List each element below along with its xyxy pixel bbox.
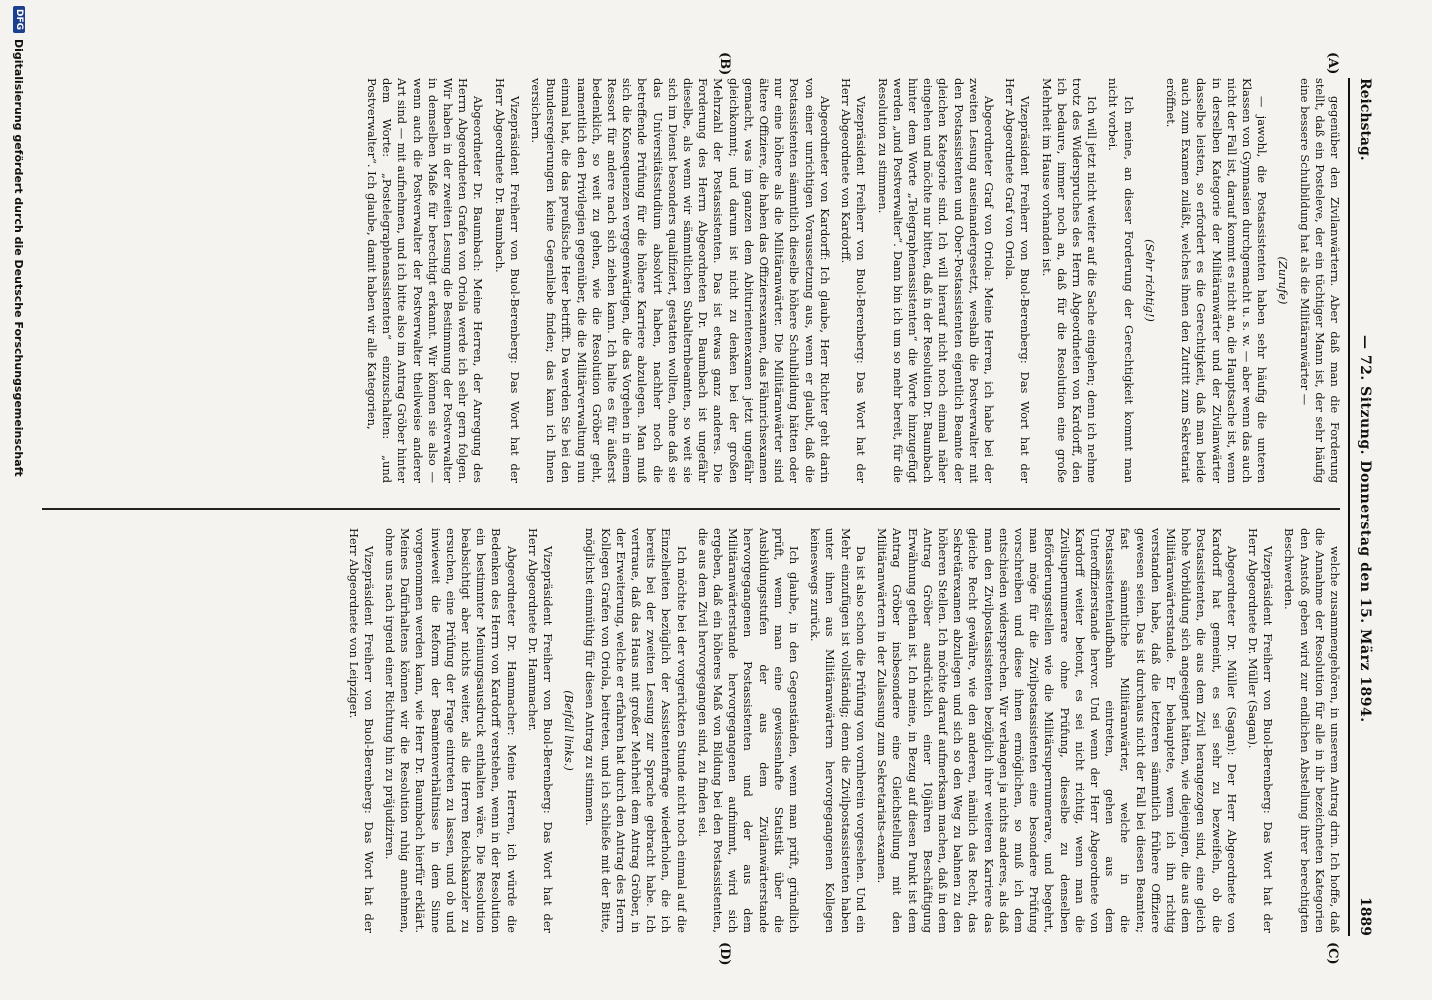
footer-credit: Digitalisierung gefördert durch die Deutsche Forschungsgemeinschaft xyxy=(12,39,26,477)
paragraph: (Beifall links.) xyxy=(562,690,577,771)
right-column xyxy=(42,528,1342,933)
paragraph: Abgeordneter Dr. Müller (Sagan): Der Herr Abgeordnete von Kardorff hat gemeint, es sei sehr zu bezweifeln, ob die Postassistenten, die aus dem Zivil herangezogen sind, eine gleich hohe Vorbildung sich angeeignet hätten, wie diejenigen, die aus dem Militäranwärterstande. Er behauptete, wenn ich ihn richtig verstanden habe, daß die letzteren sämmtlich frühere Offiziere gewesen seien. Das ist durchaus nicht der Fall bei diesen Beamten; fast sämmtliche Militäranwärter, welche in die Postassistentenlaufbahn eintreten, gehen aus dem Unteroffizierstande hervor. Und wenn der Herr Abgeordnete von Kardorff weiter betont, es sei nicht richtig, wenn man die Zivilsupernumerare ohne Prüfung, dieselbe zu denselben Beförderungsstellen wie die Militärsupernumerare, und begehrt, man möge für die Zivilpostassistenten eine besondere Prüfung vorschreiben und diese ihnen ermöglichen, so muß ich dem entschieden widersprechen. Wir verlangen ja nichts anderes, als daß man den Zivilpostassistenten bezüglich ihrer weiteren Karriere das gleiche Recht gewähre, wie den anderen, nämlich das Recht, das Sekretärexamen abzulegen und sich so den Weg zu bahnen zu den höheren Stellen. Ich möchte darauf aufmerksam machen, daß in dem Antrag Gröber ausdrücklich einer 10jähren Beschäftigung Erwähnung gethan ist. Ich meine, in Bezug auf diesen Punkt ist dem Antrag Gröber insbesondere eine Gleichstellung mit den Militäranwärtern in der Zulassung zum Sekretariats-examen. xyxy=(875,528,1239,933)
left-column xyxy=(42,78,1342,483)
paragraph: gegenüber den Zivilanwärtern. Aber daß man die Forderung stellt, daß ein Posteleve, der ein tüchtiger Mann ist, der sehr häufig eine bessere Schulbildung hat als die Militäranwärter — xyxy=(1297,78,1342,483)
paragraph: (Sehr richtig!) xyxy=(1142,239,1157,322)
margin-letter-d: (D) xyxy=(717,942,732,966)
margin-letter-b: (B) xyxy=(717,52,732,76)
paragraph: Vizepräsident Freiherr von Buol-Berenberg: Das Wort hat der Herr Abgeordnete von Kardorff. xyxy=(839,78,869,483)
paragraph: welche zusammengehören, in unserem Antrag drin. Ich hoffe, daß die Annahme der Resolution für alle in ihr bezeichneten Kategorien den Anstoß geben wird zur endlichen Abstellung ihrer berechtigten Beschwerden. xyxy=(1282,528,1342,933)
paragraph: Ich glaube, in den Gegenständen, wenn man prüft, gründlich prüft, wenn man eine gewissenhafte Statistik über die Ausbildungsstufen der aus dem Zivilanwärterstande hervorgegangenen Postassistenten und der aus dem Militäranwärterstande hervorgegangenen aufnimmt, wird sich ergeben, daß ein höheres Maß von Bildung bei den Postassistenten, die aus dem Zivil hervorgegangen sind, zu finden sei. xyxy=(695,528,802,933)
page-number: 1889 xyxy=(1357,897,1373,936)
margin-letter-c: (C) xyxy=(1325,942,1340,965)
page-header xyxy=(1348,78,1380,936)
dfg-logo: DFG xyxy=(13,6,25,33)
paragraph: Vizepräsident Freiherr von Buol-Berenberg: Das Wort hat der Herr Abgeordnete Dr. Müller (Sagan). xyxy=(1245,528,1276,933)
paragraph: Vizepräsident Freiherr von Buol-Berenberg: Das Wort hat der Herr Abgeordnete Dr. Hammacher. xyxy=(525,528,556,933)
header-title: — 72. Sitzung. Donnerstag den 15. März 1894. xyxy=(1357,335,1373,723)
paragraph: Ich will jetzt nicht weiter auf die Sache eingehen; denn ich nehme trotz des Widerspruches des Herrn Abgeordneten von Kardorff, den ich bedaure, immer noch an, daß für die Resolution eine große Mehrheit im Hause vorhanden ist. xyxy=(1039,78,1100,483)
paragraph: Ich möchte bei der vorgerückten Stunde nicht noch einmal auf die Einzelheiten bezüglich der Assistentenfrage wiederholen, die ich bereits bei der zweiten Lesung zur Sprache gebracht habe. Ich vertraue, daß das Haus mit großer Mehrheit dem Antrag Gröber, in der Erweiterung, welche er erfahren hat durch den Antrag des Herrn Kollegen Grafen von Oriola, beitreten, und ich schließe mit der Bitte, möglichst einmüthig für diesen Antrag zu stimmen. xyxy=(583,528,689,933)
paragraph: — jawohl, die Postassistenten haben sehr häufig die unteren Klassen von Gymnasien durchgemacht u. s. w. — aber wenn das auch nicht der Fall ist, darauf kommt es nicht an, die Hauptsache ist, wenn in derselben Kategorie der Militäranwärter und der Zivilanwärter dasselbe leisten, so erfordert es die Gerechtigkeit, daß man beide auch zum Examen zuläßt, welches ihnen den Zutritt zum Sekretariat eröffnet. xyxy=(1163,78,1270,483)
column-divider xyxy=(42,508,1340,510)
paragraph: Vizepräsident Freiherr von Buol-Berenberg: Das Wort hat der Herr Abgeordnete Dr. Baumbach. xyxy=(492,78,522,483)
paragraph: Abgeordneter Graf von Oriola: Meine Herren, ich habe bei der zweiten Lesung auseinandergesetzt, weshalb die Postverwalter mit den Postassistenten und Ober-Postassistenten eigentlich Beamte der gleichen Kategorie sind. Ich will hierauf nicht noch einmal näher eingehen und möchte nur bitten, daß in der Resolution Dr. Baumbach hinter dem Worte „Telegraphenassistenten“ die Worte hinzugefügt werden „und Postverwalter“. Dann bin ich um so mehr bereit, für die Resolution zu stimmen. xyxy=(875,78,996,483)
margin-letter-a: (A) xyxy=(1325,52,1340,75)
paragraph: Da ist also schon die Prüfung von vornherein vorgesehen. Und ein Mehr einzufügen ist vollständig; denn die Zivilpostassistenten haben unter ihnen aus Militäranwärtern hervorgegangenen Kollegen keineswegs zurück. xyxy=(808,528,868,933)
paragraph: Vizepräsident Freiherr von Buol-Berenberg: Das Wort hat der Herr Abgeordnete Graf von Oriola. xyxy=(1003,78,1033,483)
paragraph: Abgeordneter Dr. Hammacher: Meine Herren, ich würde die Bedenken des Herrn von Kardorff verstehen, wenn in der Resolution ein bestimmter Meinungsausdruck enthalten wäre. Die Resolution beabsichtigt aber nichts weiter, als die Herren Reichskanzler zu ersuchen, eine Prüfung der Frage eintreten zu lassen, und ob und inwieweit die Reform der Beamtenverhältnisse in dem Sinne vorgenommen werden kann, wie Herr Dr. Baumbach hierfür erklärt. Meines Dafürhaltens können wir die Resolution ruhig annehmen, ohne uns nach irgend einer Richtung hin zu präjudiziren. xyxy=(383,528,519,933)
header-left: Reichstag. xyxy=(1357,78,1373,161)
page-footer xyxy=(8,0,30,1000)
paragraph: Ich meine, an dieser Forderung der Gerechtigkeit kommt man nicht vorbei. xyxy=(1106,78,1136,483)
paragraph: (Zurufe) xyxy=(1276,256,1291,305)
paragraph: Vizepräsident Freiherr von Buol-Berenberg: Das Wort hat der Herr Abgeordnete von Leipziger. xyxy=(346,528,376,933)
paragraph: Abgeordneter Dr. Baumbach: Meine Herren, der Anregung des Herrn Abgeordneten Grafen von Oriola werde ich sehr gern folgen. Wir haben in der zweiten Lesung die Bestimmung der Postverwalter in demselben Maße für berechtigt erkannt. Wir können sie also — wenn auch die Postverwalter der Postverwalter theilweise anderer Art sind — mit aufnehmen, und ich bitte also im Antrag Gröber hinter dem Worte: „Postelegraphenassistenten“ einzuschalten: „und Postverwalter“. Ich glaube, damit haben wir alle Kategorien, xyxy=(365,78,486,483)
paragraph: Abgeordneter von Kardorff: Ich glaube, Herr Richter geht darin von einer unrichtigen Voraussetzung aus, wenn er glaubt, daß die Postassistenten sämmtlich dieselbe höhere Schulbildung hätten oder nur eine höhere als die Militäranwärter. Die Militäranwärter sind ältere Offiziere, die haben das Offiziersexamen, das Fähnrichsexamen gemacht, was im ganzen dem Abiturientenexamen jetzt ungefähr gleichkommt; und darum ist nicht zu denken bei der großen Mehrzahl der Postassistenten. Das ist etwas ganz anderes. Die Forderung des Herrn Abgeordneten Dr. Baumbach ist ungefähr dieselbe, als wenn wir sämmtlichen Subalternbeamten, so weit sie sich im Dienst besonders qualifiziert, gestatten wollten, ohne daß sie das Universitätsstudium absolvirt haben, nachher noch die betreffende Prüfung für die höhere Karriere abzulegen. Man muß sich die Konsequenzen vergegenwärtigen, die das Vorgehen in einem Ressort für andere nach sich ziehen kann. Ich halte es für äußerst bedenklich, so weit zu gehen, wie die Resolution Gröber geht, namentlich den Privilegien gegenüber, die die Militärverwaltung nun einmal hat, die das preußische Heer betrifft. Da werden Sie bei den Bundesregierungen keine Gegenliebe finden; das kann ich Ihnen versichern. xyxy=(529,78,832,483)
